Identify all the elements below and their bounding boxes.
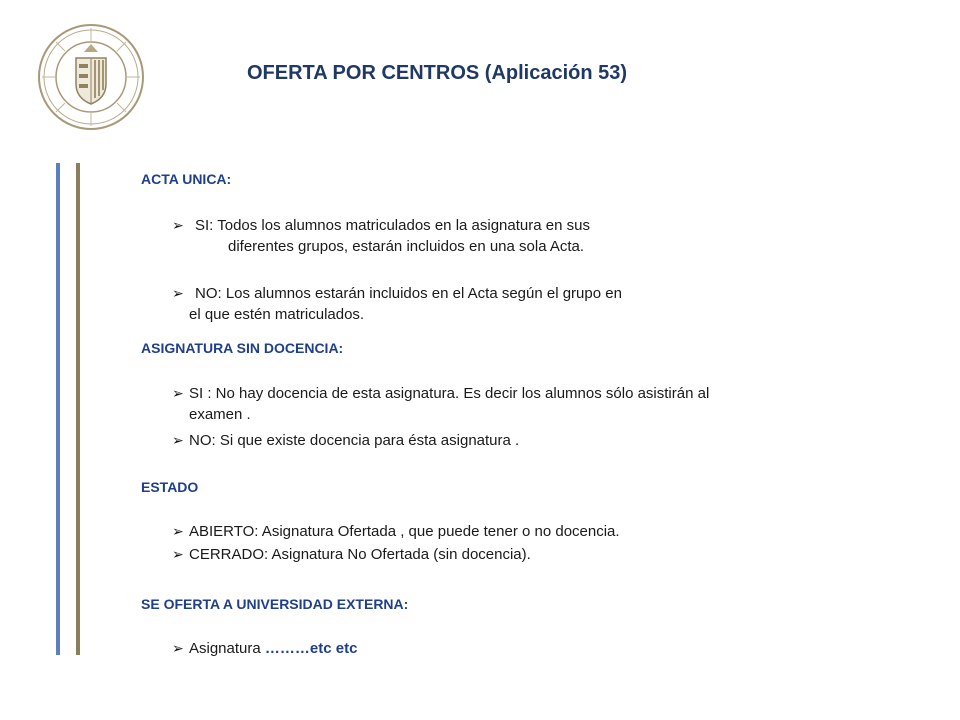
list-item: ➢ NO: Los alumnos estarán incluidos en el Acta según el grupo en el que estén matriculados. — [172, 285, 622, 323]
decorative-bar-blue — [56, 163, 60, 655]
list-item: ➢ NO: Si que existe docencia para ésta asignatura . — [172, 432, 520, 449]
list-item: ➢ CERRADO: Asignatura No Ofertada (sin docencia). — [172, 546, 531, 563]
university-seal-icon — [36, 22, 146, 132]
arrow-bullet-icon: ➢ — [172, 385, 184, 401]
section-heading-estado: ESTADO — [141, 479, 199, 495]
arrow-bullet-icon: ➢ — [172, 546, 184, 562]
list-item: ➢ SI: Todos los alumnos matriculados en la asignatura en sus diferentes grupos, estarán incluidos en una sola Acta. — [172, 217, 590, 255]
arrow-bullet-icon: ➢ — [172, 640, 184, 656]
arrow-bullet-icon: ➢ — [172, 523, 184, 539]
arrow-bullet-icon: ➢ — [172, 217, 184, 233]
list-item: ➢ ABIERTO: Asignatura Ofertada , que puede tener o no docencia. — [172, 523, 620, 540]
section-heading-acta-unica: ACTA UNICA: — [141, 171, 232, 187]
arrow-bullet-icon: ➢ — [172, 285, 184, 301]
section-heading-asignatura-sin-docencia: ASIGNATURA SIN DOCENCIA: — [141, 340, 344, 356]
section-heading-universidad-externa: SE OFERTA A UNIVERSIDAD EXTERNA: — [141, 596, 409, 612]
arrow-bullet-icon: ➢ — [172, 432, 184, 448]
decorative-bar-gold — [76, 163, 80, 655]
list-item: ➢ Asignatura ………etc etc — [172, 640, 358, 657]
page-title: OFERTA POR CENTROS (Aplicación 53) — [247, 62, 628, 84]
list-item: ➢ SI : No hay docencia de esta asignatura. Es decir los alumnos sólo asistirán al examen . — [172, 385, 710, 423]
